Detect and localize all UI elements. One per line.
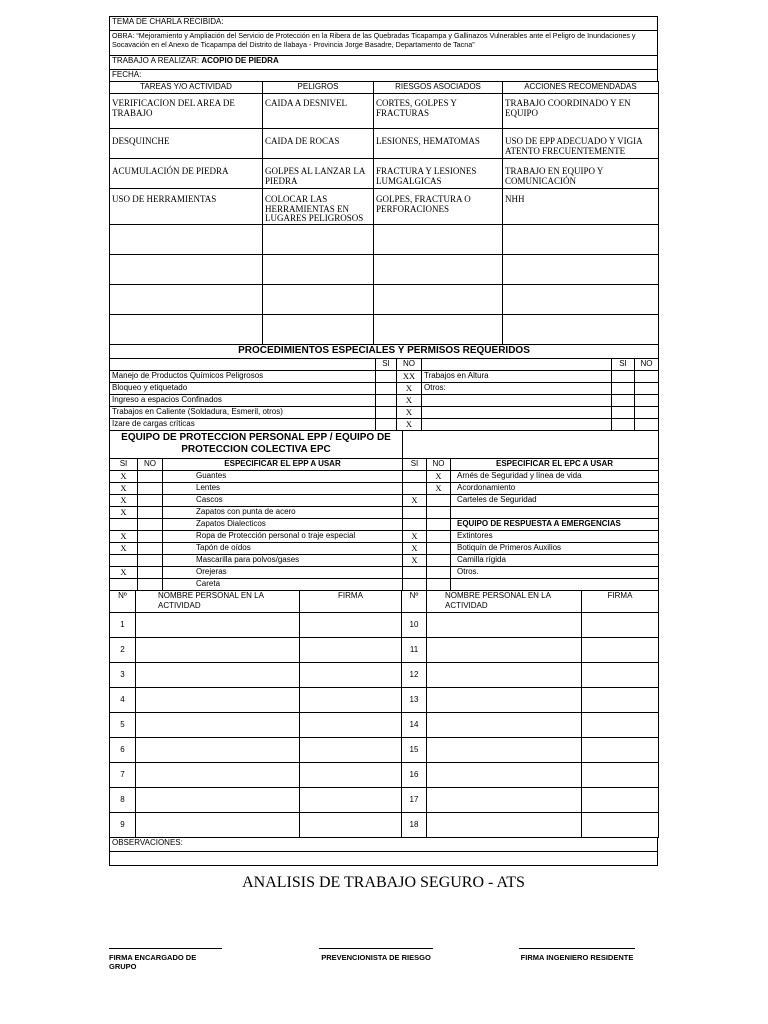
obra-text: “Mejoramiento y Ampliación del Servicio de Protección en la Ribera de las Quebradas Ticapampa y Gallinazos Vulnerables ante el Peligro de Inundaciones y Socavación en el Anexo de Ticapampa del Distrito de Ilabaya - Provincia Jorge Basadre, Departamento de Tacna” [112,31,636,49]
proc-no-mark: X [397,382,422,394]
epp-title-line1: EQUIPO DE PROTECCION PERSONAL EPP / EQUIPO DE [121,432,391,443]
task-cell: VERIFICACION DEL AREA DE TRABAJO [110,94,263,129]
procedures-title: PROCEDIMIENTOS ESPECIALES Y PERMISOS REQUERIDOS [110,344,659,358]
table-row [110,224,659,254]
tasks-header-row [110,82,659,94]
table-row [110,612,659,637]
epc-no-mark: X [427,482,451,494]
col-tareas: TAREAS Y/O ACTIVIDAD [110,82,263,94]
table-row [110,518,659,530]
epc-no-header: NO [427,458,451,470]
hazard-cell: CAIDA A DESNIVEL [263,94,374,129]
table-row [110,687,659,712]
epc-item: Camilla rígida [451,554,659,566]
epp-si-header: SI [110,458,138,470]
proc-label-right: Otros: [422,382,612,394]
epp-si-mark: X [110,506,138,518]
row-number: 8 [110,787,136,812]
epc-si-mark [403,566,427,578]
epp-no-mark [138,530,163,542]
task-cell: USO DE HERRAMIENTAS [110,189,263,225]
epc-specify-header: ESPECIFICAR EL EPC A USAR [451,458,659,470]
table-row [110,382,659,394]
epp-si-mark [110,578,138,590]
action-cell: TRABAJO EN EQUIPO Y COMUNICACIÓN [503,159,659,189]
document-title: ANALISIS DE TRABAJO SEGURO - ATS [242,874,525,891]
epc-no-mark [427,566,451,578]
row-number-right: 16 [402,762,427,787]
epp-item: Tapón de oídos [163,542,403,554]
table-row [110,637,659,662]
epp-si-mark: X [110,482,138,494]
signature-encargado: FIRMA ENCARGADO DE GRUPO [109,948,222,971]
epp-item: Orejeras [163,566,403,578]
proc-no-mark: X [397,418,422,430]
table-row [110,737,659,762]
proc-label: Manejo de Productos Químicos Peligrosos [110,370,376,382]
signature-residente: FIRMA INGENIERO RESIDENTE [519,948,635,962]
epc-no-mark [427,506,451,518]
epp-no-mark [138,494,163,506]
table-row [110,712,659,737]
obra-label: OBRA: [112,31,135,40]
table-row [110,314,659,344]
tasks-table [109,81,659,345]
epc-si-mark: X [403,494,427,506]
proc-si-mark [376,394,397,406]
epc-si-mark: X [403,554,427,566]
epp-no-mark [138,518,163,530]
epc-item: Acordonamiento [451,482,659,494]
action-cell: USO DE EPP ADECUADO Y VIGIA ATENTO FRECUENTEMENTE [503,129,659,159]
table-row [110,370,659,382]
epp-si-mark [110,554,138,566]
row-number-right: 18 [402,812,427,837]
epc-item: Extintores [451,530,659,542]
proc-si-mark-right [612,370,635,382]
epc-si-mark [403,482,427,494]
epp-si-mark: X [110,470,138,482]
row-number: 4 [110,687,136,712]
fecha-label: FECHA: [110,70,658,82]
epc-si-mark [403,470,427,482]
proc-si-mark [376,406,397,418]
table-row [110,470,659,482]
table-row [110,762,659,787]
name-header: NOMBRE PERSONAL EN LA ACTIVIDAD [136,590,300,612]
epp-no-mark [138,482,163,494]
proc-no-mark: X [397,406,422,418]
proc-label-right: Trabajos en Altura [422,370,612,382]
table-row [110,94,659,129]
epc-si-header: SI [403,458,427,470]
epp-item: Zapatos Dialecticos [163,518,403,530]
epp-no-mark [138,542,163,554]
row-number: 9 [110,812,136,837]
table-row [110,394,659,406]
proc-no-header: NO [397,358,422,370]
epp-si-mark: X [110,494,138,506]
proc-no-mark-right [635,370,659,382]
obra-cell [110,31,658,56]
epp-item: Guantes [163,470,403,482]
row-number: 1 [110,612,136,637]
num-header-right: Nº [402,590,427,612]
risk-cell: GOLPES, FRACTURA O PERFORACIONES [374,189,503,225]
hazard-cell: CAIDA DE ROCAS [263,129,374,159]
epp-si-mark: X [110,542,138,554]
table-row [110,506,659,518]
epp-item: Ropa de Protección personal o traje especial [163,530,403,542]
epp-no-mark [138,578,163,590]
table-row [110,406,659,418]
epp-no-mark [138,470,163,482]
proc-si-header: SI [376,358,397,370]
epp-item: Mascarilla para polvos/gases [163,554,403,566]
table-row [110,554,659,566]
row-number-right: 12 [402,662,427,687]
table-row [110,812,659,837]
observations-table [109,837,658,866]
table-row [110,159,659,189]
table-row [110,566,659,578]
proc-label: Bloqueo y etiquetado [110,382,376,394]
row-number: 5 [110,712,136,737]
epp-item: Cascos [163,494,403,506]
epc-item: Carteles de Seguridad [451,494,659,506]
table-row [110,254,659,284]
epc-si-mark: X [403,530,427,542]
epp-title [110,430,403,458]
trabajo-label: TRABAJO A REALIZAR: [112,56,200,65]
table-row [110,542,659,554]
name-header-right: NOMBRE PERSONAL EN LA ACTIVIDAD [427,590,582,612]
table-row [110,129,659,159]
epp-no-header: NO [138,458,163,470]
personnel-table [109,590,659,838]
epp-no-mark [138,506,163,518]
risk-cell: CORTES, GOLPES Y FRACTURAS [374,94,503,129]
col-peligros: PELIGROS [263,82,374,94]
epc-no-mark: X [427,470,451,482]
proc-si-header-right: SI [612,358,635,370]
epp-item: Zapatos con punta de acero [163,506,403,518]
table-row [110,418,659,430]
ats-form [109,16,658,866]
epc-item: Botiquín de Primeros Auxilios [451,542,659,554]
row-number-right: 13 [402,687,427,712]
proc-si-mark [376,370,397,382]
row-number-right: 15 [402,737,427,762]
epc-si-mark: X [403,542,427,554]
proc-no-mark: XX [397,370,422,382]
procedures-table [109,344,659,431]
action-cell: TRABAJO COORDINADO Y EN EQUIPO [503,94,659,129]
signature-prevencionista: PREVENCIONISTA DE RIESGO [319,948,433,962]
task-cell: DESQUINCHE [110,129,263,159]
epc-no-mark [427,554,451,566]
epp-item: Careta [163,578,403,590]
row-number: 2 [110,637,136,662]
proc-no-mark: X [397,394,422,406]
epc-item: Otros. [451,566,659,578]
tema-label: TEMA DE CHARLA RECIBIDA: [110,17,658,31]
hazard-cell: COLOCAR LAS HERRAMIENTAS EN LUGARES PELIGROSOS [263,189,374,225]
risk-cell: LESIONES, HEMATOMAS [374,129,503,159]
proc-label: Ingreso a espacios Confinados [110,394,376,406]
task-cell: ACUMULACIÓN DE PIEDRA [110,159,263,189]
table-row [110,494,659,506]
row-number-right: 10 [402,612,427,637]
epp-item: Lentes [163,482,403,494]
action-cell: NHH [503,189,659,225]
epp-no-mark [138,566,163,578]
proc-no-mark-right [635,382,659,394]
row-number-right: 11 [402,637,427,662]
proc-label: Trabajos en Caliente (Soldadura, Esmeril, otros) [110,406,376,418]
proc-no-header-right: NO [635,358,659,370]
table-row [110,578,659,590]
epc-item: Arnés de Seguridad y línea de vida [451,470,659,482]
row-number-right: 14 [402,712,427,737]
firma-header-right: FIRMA [582,590,659,612]
table-row [110,662,659,687]
table-row [110,189,659,225]
table-row [110,284,659,314]
col-riesgos: RIESGOS ASOCIADOS [374,82,503,94]
proc-si-mark [376,382,397,394]
trabajo-cell [110,56,658,70]
epp-title-line2: PROTECCION COLECTIVA EPC [181,444,331,455]
epc-no-mark [427,530,451,542]
epp-table [109,430,659,591]
proc-label: Izare de cargas críticas [110,418,376,430]
num-header: Nº [110,590,136,612]
epp-si-mark [110,518,138,530]
epc-item [451,506,659,518]
epc-si-mark [403,506,427,518]
col-acciones: ACCIONES RECOMENDADAS [503,82,659,94]
epc-no-mark [427,494,451,506]
proc-si-mark [376,418,397,430]
observaciones-label: OBSERVACIONES: [110,837,658,851]
header-table [109,16,658,82]
epp-no-mark [138,554,163,566]
table-row [110,530,659,542]
risk-cell: FRACTURA Y LESIONES LUMGALGICAS [374,159,503,189]
epc-no-mark [427,542,451,554]
proc-si-mark-right [612,382,635,394]
epp-specify-header: ESPECIFICAR EL EPP A USAR [163,458,403,470]
firma-header: FIRMA [300,590,402,612]
trabajo-value: ACOPIO DE PIEDRA [201,56,279,65]
epp-si-mark: X [110,566,138,578]
table-row [110,787,659,812]
epp-si-mark: X [110,530,138,542]
table-row [110,482,659,494]
row-number: 7 [110,762,136,787]
hazard-cell: GOLPES AL LANZAR LA PIEDRA [263,159,374,189]
row-number: 3 [110,662,136,687]
emergency-header: EQUIPO DE RESPUESTA A EMERGENCIAS [451,518,659,530]
row-number: 6 [110,737,136,762]
row-number-right: 17 [402,787,427,812]
